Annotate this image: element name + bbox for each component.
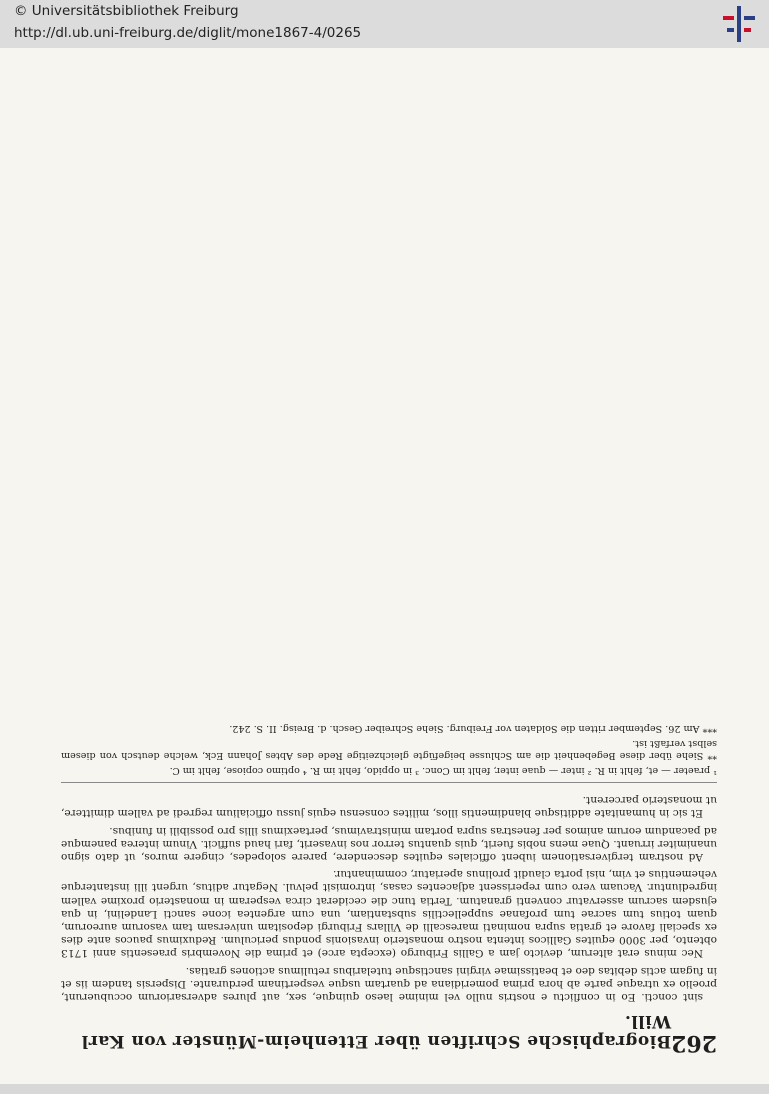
scanned-page xyxy=(0,48,769,1084)
footnotes xyxy=(61,722,717,783)
running-title: Biographische Schriften über Ettenheim-Münster von Karl Will. xyxy=(81,1011,672,1051)
body-text xyxy=(61,793,717,1003)
rotated-scan-content xyxy=(0,48,769,1084)
viewer-header xyxy=(0,0,769,49)
viewer-footer xyxy=(0,1084,769,1094)
footnote: *** Am 26. September ritten die Soldaten vor Freiburg. Siehe Schreiber Gesch. d. Breisg. II. S. 242. xyxy=(229,722,717,734)
copyright-notice: © Universitätsbibliothek Freiburg xyxy=(14,3,239,19)
paragraph: Ad nostram tergiversationem iubent officiales equites descendere, parere solopedes, cingere muros, ut dato signo unanimiter irruant. Quae mens nobis fuerit, quis quantus terror nos invaserit, fari haud sufficit. Vinum interea panemque ad pacandum eorum animos per fenestras supra portam ministravimus, pertaeximus illis pro possibili in funibus. xyxy=(61,824,717,863)
university-logo-icon xyxy=(719,4,759,44)
paragraph: sint concti. Eo in conflictu e nostris nullo vel minime laeso quinque, sex, aut plures adversariorum occubuerunt, proelio ex utraque parte ab hora prima pomeridiana ad quartam usque vespertinam perdurante. Dispersis tandem iis et in fugam actis debitas deo et beatissimae virgini sanctisque tutelaribus retulimus actiones gratias. xyxy=(61,964,717,1003)
footnote: ** Siehe über diese Begebenheit die am Schlusse beigefügte gleichzeitige Rede des Abtes Johann Eck, welche deutsch von diesem selbst verfaßt ist. xyxy=(61,737,717,761)
page-number: 262 xyxy=(671,1030,717,1056)
page-header xyxy=(61,1011,717,1056)
paragraph: Nec minus erat alterum, devicto jam a Gallis Friburgo (excepta arce) et prima die Novembris praesentis anni 1713 obtento, per 3000 equites Gallicos intenta nostro monasterio invasionis pondus periculum. Reduximus paucos ante dies ex speciali favore et gratia supra nominati marescalli de Villars Friburgi depositam universam tam vasorum aureorum, quam totius tum sacrae tum profanae suppellectilis substantiam, una cum argentea icone sancti Landelini, in qua ejusdem sacrum asservatur conventi granatum. Tertia tunc die ceciderat circa vesperam in monasterio proxime vallem ingrediuntur. Vacuam vero cum reperissent adjacentes casas, intromisit pelvul. Negatur aditus, urgent illi instanterque vehementius et vim, nisi porta claudit prolinus aperiatur, comminantur. xyxy=(61,868,717,960)
footnote: ¹ praeter — et, fehlt in R. ² inter — quae inter, fehlt im Conc. ³ in oppido, fehlt im R. ⁴ optimo copiose, fehlt im C. xyxy=(169,764,717,776)
document-url[interactable]: http://dl.ub.uni-freiburg.de/diglit/mone1867-4/0265 xyxy=(14,25,362,41)
paragraph: Et sic in humanitate additisque blandimentis illos, milites consensu equis jussu officialium regredi ad vallem dimittere, ut monasterio parcerent. xyxy=(61,794,717,820)
